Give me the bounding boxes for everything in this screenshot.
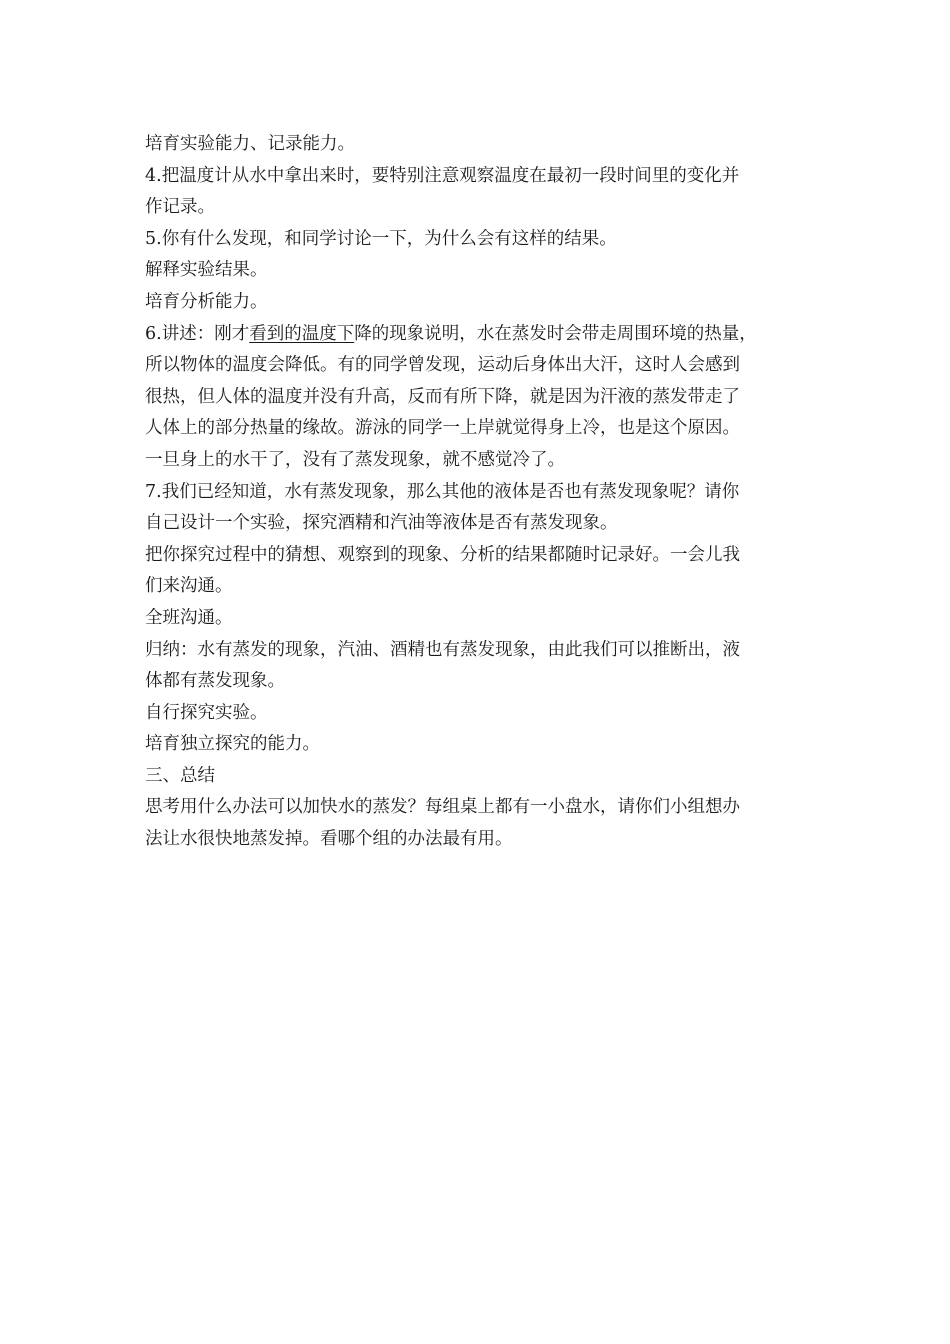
text-line: 培育独立探究的能力。 — [145, 734, 320, 755]
text-line: 人体上的部分热量的缘故。游泳的同学一上岸就觉得身上冷，也是这个原因。 — [145, 418, 740, 439]
text-line: 法让水很快地蒸发掉。看哪个组的办法最有用。 — [145, 829, 513, 850]
text-line: 5.你有什么发现，和同学讨论一下，为什么会有这样的结果。 — [145, 228, 617, 249]
item6-underlined-text: 看到的温度下 — [249, 323, 355, 344]
text-line: 自行探究实验。 — [145, 702, 268, 723]
text-line: 培育分析能力。 — [145, 291, 268, 312]
text-line: 思考用什么办法可以加快水的蒸发？每组桌上都有一小盘水，请你们小组想办 — [145, 797, 740, 818]
text-line: 自己设计一个实验，探究酒精和汽油等液体是否有蒸发现象。 — [145, 513, 618, 534]
document-body — [145, 129, 845, 856]
text-line: 很热，但人体的温度并没有升高，反而有所下降，就是因为汗液的蒸发带走了 — [145, 386, 740, 407]
section-heading: 三、总结 — [145, 765, 215, 786]
text-line: 培育实验能力、记录能力。 — [145, 134, 355, 154]
text-line: 们来沟通。 — [145, 576, 233, 597]
text-line: 解释实验结果。 — [145, 260, 268, 281]
item6-suffix: 降的现象说明，水在蒸发时会带走周围环境的热量， — [354, 323, 757, 344]
text-line: 全班沟通。 — [145, 607, 233, 628]
text-line: 归纳：水有蒸发的现象，汽油、酒精也有蒸发现象，由此我们可以推断出，液 — [145, 639, 740, 660]
text-line: 作记录。 — [145, 197, 215, 218]
text-line: 把你探究过程中的猜想、观察到的现象、分析的结果都随时记录好。一会儿我 — [145, 544, 740, 565]
item6-prefix: 6.讲述：刚才 — [145, 323, 250, 344]
text-line-item-6 — [145, 319, 845, 351]
text-line: 所以物体的温度会降低。有的同学曾发现，运动后身体出大汗，这时人会感到 — [145, 355, 740, 376]
text-line: 7.我们已经知道，水有蒸发现象，那么其他的液体是否也有蒸发现象呢？请你 — [145, 481, 740, 502]
text-line: 4.把温度计从水中拿出来时，要特别注意观察温度在最初一段时间里的变化并 — [145, 165, 740, 186]
text-line: 一旦身上的水干了，没有了蒸发现象，就不感觉冷了。 — [145, 449, 565, 470]
text-line: 体都有蒸发现象。 — [145, 671, 285, 692]
